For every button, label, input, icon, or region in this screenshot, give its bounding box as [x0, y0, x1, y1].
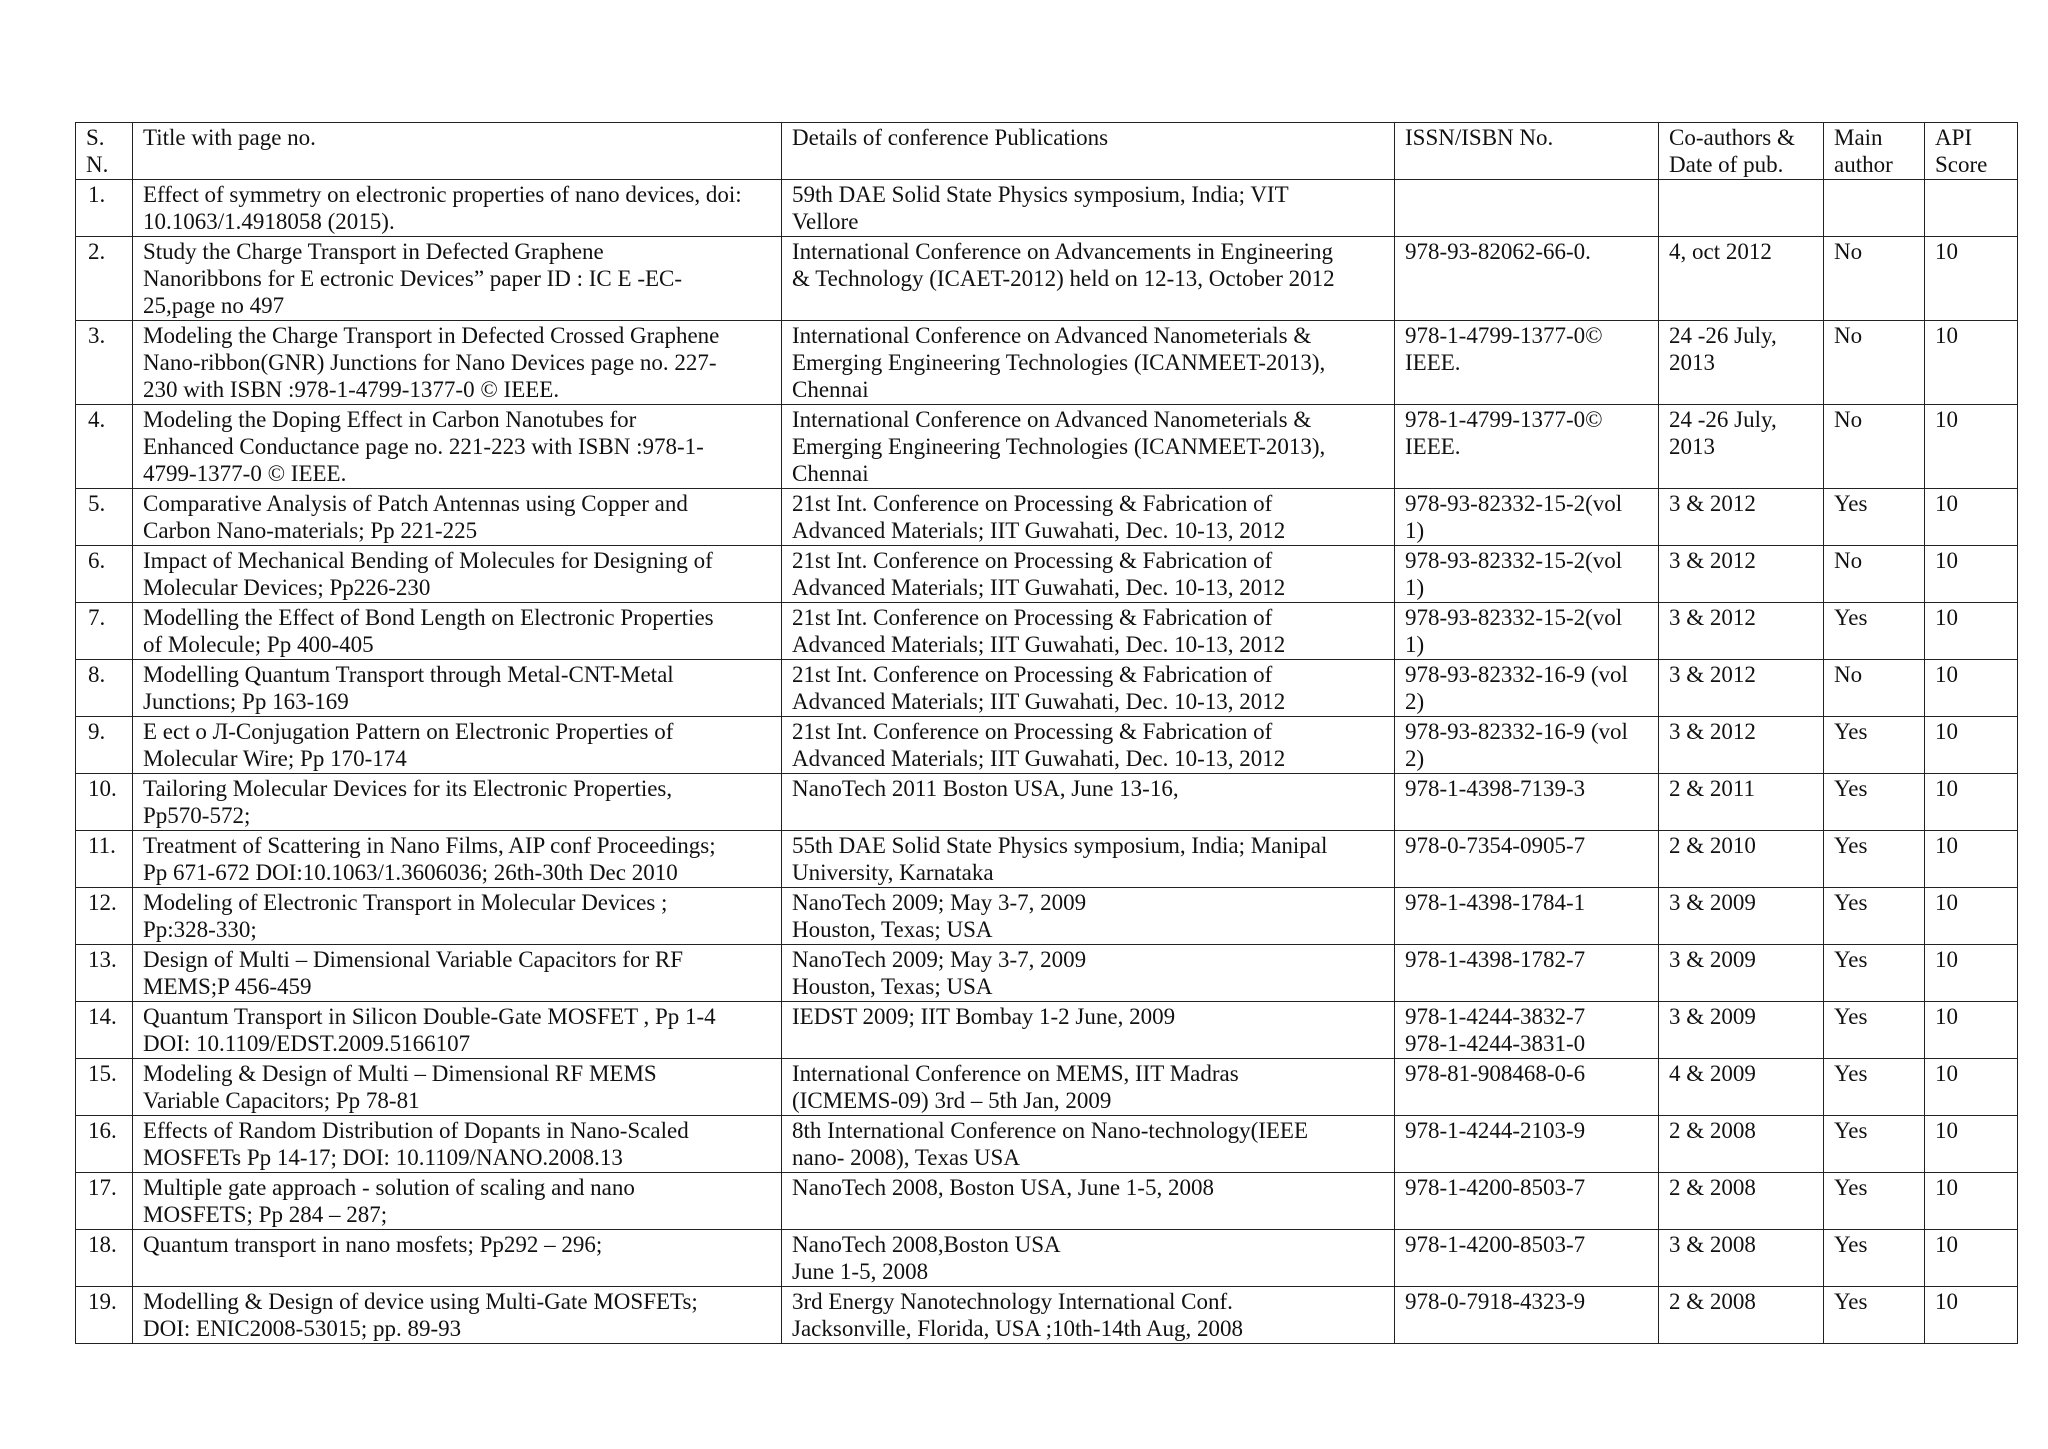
publications-table	[75, 122, 2018, 1344]
cell-coauthors-date: 2 & 2008	[1659, 1287, 1824, 1344]
table-row	[76, 945, 2018, 1002]
cell-api-score: 10	[1925, 945, 2018, 1002]
cell-api-score: 10	[1925, 405, 2018, 489]
cell-sn: 12.	[76, 888, 133, 945]
cell-details: 21st Int. Conference on Processing & Fabrication of Advanced Materials; IIT Guwahati, Dec. 10-13, 2012	[782, 660, 1395, 717]
cell-api-score: 10	[1925, 888, 2018, 945]
cell-api-score: 10	[1925, 831, 2018, 888]
cell-isbn: 978-1-4200-8503-7	[1395, 1230, 1659, 1287]
cell-details: NanoTech 2008, Boston USA, June 1-5, 2008	[782, 1173, 1395, 1230]
cell-main-author: Yes	[1824, 489, 1925, 546]
cell-sn: 1.	[76, 180, 133, 237]
cell-isbn: 978-1-4244-3832-7 978-1-4244-3831-0	[1395, 1002, 1659, 1059]
cell-api-score: 10	[1925, 237, 2018, 321]
cell-details: 21st Int. Conference on Processing & Fabrication of Advanced Materials; IIT Guwahati, Dec. 10-13, 2012	[782, 546, 1395, 603]
cell-isbn: 978-0-7354-0905-7	[1395, 831, 1659, 888]
cell-details: 59th DAE Solid State Physics symposium, India; VIT Vellore	[782, 180, 1395, 237]
cell-main-author: Yes	[1824, 1287, 1925, 1344]
cell-main-author: Yes	[1824, 1173, 1925, 1230]
table-row	[76, 1059, 2018, 1116]
table-row	[76, 888, 2018, 945]
cell-title: Comparative Analysis of Patch Antennas using Copper and Carbon Nano-materials; Pp 221-225	[133, 489, 782, 546]
cell-sn: 2.	[76, 237, 133, 321]
cell-main-author: No	[1824, 660, 1925, 717]
cell-isbn: 978-93-82332-15-2(vol 1)	[1395, 603, 1659, 660]
cell-title: Quantum transport in nano mosfets; Pp292 – 296;	[133, 1230, 782, 1287]
cell-details: NanoTech 2009; May 3-7, 2009 Houston, Texas; USA	[782, 945, 1395, 1002]
cell-coauthors-date: 3 & 2012	[1659, 489, 1824, 546]
cell-title: Quantum Transport in Silicon Double-Gate MOSFET , Pp 1-4 DOI: 10.1109/EDST.2009.5166107	[133, 1002, 782, 1059]
table-body	[76, 180, 2018, 1344]
cell-coauthors-date: 24 -26 July, 2013	[1659, 321, 1824, 405]
cell-details: IEDST 2009; IIT Bombay 1-2 June, 2009	[782, 1002, 1395, 1059]
table-row	[76, 1230, 2018, 1287]
cell-title: Modelling & Design of device using Multi-Gate MOSFETs; DOI: ENIC2008-53015; pp. 89-93	[133, 1287, 782, 1344]
cell-isbn: 978-1-4799-1377-0© IEEE.	[1395, 405, 1659, 489]
cell-sn: 7.	[76, 603, 133, 660]
cell-isbn: 978-0-7918-4323-9	[1395, 1287, 1659, 1344]
cell-isbn: 978-1-4799-1377-0© IEEE.	[1395, 321, 1659, 405]
cell-sn: 14.	[76, 1002, 133, 1059]
table-row	[76, 489, 2018, 546]
cell-details: 21st Int. Conference on Processing & Fabrication of Advanced Materials; IIT Guwahati, Dec. 10-13, 2012	[782, 603, 1395, 660]
cell-main-author: Yes	[1824, 945, 1925, 1002]
cell-main-author: Yes	[1824, 1059, 1925, 1116]
cell-main-author: Yes	[1824, 1002, 1925, 1059]
table-row	[76, 1116, 2018, 1173]
cell-main-author: Yes	[1824, 603, 1925, 660]
cell-title: Modeling & Design of Multi – Dimensional RF MEMS Variable Capacitors; Pp 78-81	[133, 1059, 782, 1116]
cell-details: 55th DAE Solid State Physics symposium, India; Manipal University, Karnataka	[782, 831, 1395, 888]
cell-coauthors-date: 2 & 2008	[1659, 1116, 1824, 1173]
table-row	[76, 774, 2018, 831]
cell-sn: 19.	[76, 1287, 133, 1344]
cell-title: Modelling the Effect of Bond Length on Electronic Properties of Molecule; Pp 400-405	[133, 603, 782, 660]
cell-api-score: 10	[1925, 717, 2018, 774]
cell-sn: 8.	[76, 660, 133, 717]
cell-api-score: 10	[1925, 489, 2018, 546]
cell-api-score: 10	[1925, 603, 2018, 660]
cell-coauthors-date: 3 & 2009	[1659, 888, 1824, 945]
cell-api-score: 10	[1925, 1059, 2018, 1116]
cell-isbn: 978-93-82332-15-2(vol 1)	[1395, 546, 1659, 603]
cell-title: Design of Multi – Dimensional Variable Capacitors for RF MEMS;P 456-459	[133, 945, 782, 1002]
cell-details: NanoTech 2008,Boston USA June 1-5, 2008	[782, 1230, 1395, 1287]
cell-isbn: 978-93-82332-16-9 (vol 2)	[1395, 660, 1659, 717]
table-row	[76, 1002, 2018, 1059]
cell-sn: 11.	[76, 831, 133, 888]
cell-isbn: 978-1-4398-1782-7	[1395, 945, 1659, 1002]
cell-main-author: Yes	[1824, 717, 1925, 774]
cell-title: Tailoring Molecular Devices for its Electronic Properties, Pp570-572;	[133, 774, 782, 831]
cell-details: NanoTech 2009; May 3-7, 2009 Houston, Texas; USA	[782, 888, 1395, 945]
cell-sn: 18.	[76, 1230, 133, 1287]
cell-isbn: 978-1-4244-2103-9	[1395, 1116, 1659, 1173]
cell-title: Modeling the Charge Transport in Defected Crossed Graphene Nano-ribbon(GNR) Junctions for Nano Devices page no. 227- 230 with ISBN :978-1-4799-1377-0 © IEEE.	[133, 321, 782, 405]
cell-details: NanoTech 2011 Boston USA, June 13-16,	[782, 774, 1395, 831]
cell-coauthors-date: 3 & 2012	[1659, 603, 1824, 660]
cell-sn: 16.	[76, 1116, 133, 1173]
cell-coauthors-date: 3 & 2009	[1659, 1002, 1824, 1059]
cell-coauthors-date: 4, oct 2012	[1659, 237, 1824, 321]
cell-title: Treatment of Scattering in Nano Films, AIP conf Proceedings; Pp 671-672 DOI:10.1063/1.3606036; 26th-30th Dec 2010	[133, 831, 782, 888]
cell-details: International Conference on Advanced Nanometerials & Emerging Engineering Technologies (ICANMEET-2013), Chennai	[782, 321, 1395, 405]
cell-api-score: 10	[1925, 1002, 2018, 1059]
cell-sn: 5.	[76, 489, 133, 546]
table-row	[76, 1287, 2018, 1344]
cell-coauthors-date: 3 & 2012	[1659, 660, 1824, 717]
cell-api-score: 10	[1925, 774, 2018, 831]
cell-title: E ect o Л-Conjugation Pattern on Electronic Properties of Molecular Wire; Pp 170-174	[133, 717, 782, 774]
cell-isbn: 978-1-4200-8503-7	[1395, 1173, 1659, 1230]
cell-sn: 4.	[76, 405, 133, 489]
cell-isbn: 978-93-82332-15-2(vol 1)	[1395, 489, 1659, 546]
header-isbn: ISSN/ISBN No.	[1395, 123, 1659, 180]
header-details: Details of conference Publications	[782, 123, 1395, 180]
header-main-author: Main author	[1824, 123, 1925, 180]
cell-sn: 17.	[76, 1173, 133, 1230]
cell-title: Modelling Quantum Transport through Metal-CNT-Metal Junctions; Pp 163-169	[133, 660, 782, 717]
cell-main-author	[1824, 180, 1925, 237]
table-row	[76, 546, 2018, 603]
table-row	[76, 660, 2018, 717]
cell-details: 8th International Conference on Nano-technology(IEEE nano- 2008), Texas USA	[782, 1116, 1395, 1173]
table-row	[76, 180, 2018, 237]
table-row	[76, 405, 2018, 489]
cell-api-score: 10	[1925, 321, 2018, 405]
cell-details: International Conference on Advanced Nanometerials & Emerging Engineering Technologies (ICANMEET-2013), Chennai	[782, 405, 1395, 489]
cell-title: Multiple gate approach - solution of scaling and nano MOSFETS; Pp 284 – 287;	[133, 1173, 782, 1230]
cell-main-author: No	[1824, 237, 1925, 321]
cell-isbn: 978-1-4398-7139-3	[1395, 774, 1659, 831]
cell-coauthors-date: 3 & 2012	[1659, 546, 1824, 603]
cell-isbn: 978-81-908468-0-6	[1395, 1059, 1659, 1116]
cell-api-score: 10	[1925, 1230, 2018, 1287]
cell-api-score	[1925, 180, 2018, 237]
table-row	[76, 717, 2018, 774]
header-sn: S. N.	[76, 123, 133, 180]
cell-details: International Conference on Advancements in Engineering & Technology (ICAET-2012) held on 12-13, October 2012	[782, 237, 1395, 321]
cell-coauthors-date: 3 & 2008	[1659, 1230, 1824, 1287]
cell-main-author: Yes	[1824, 1230, 1925, 1287]
cell-details: International Conference on MEMS, IIT Madras (ICMEMS-09) 3rd – 5th Jan, 2009	[782, 1059, 1395, 1116]
header-coauthors: Co-authors & Date of pub.	[1659, 123, 1824, 180]
cell-isbn: 978-93-82062-66-0.	[1395, 237, 1659, 321]
table-row	[76, 831, 2018, 888]
cell-title: Modeling the Doping Effect in Carbon Nanotubes for Enhanced Conductance page no. 221-223 with ISBN :978-1- 4799-1377-0 © IEEE.	[133, 405, 782, 489]
cell-isbn: 978-1-4398-1784-1	[1395, 888, 1659, 945]
cell-coauthors-date: 3 & 2012	[1659, 717, 1824, 774]
cell-main-author: No	[1824, 405, 1925, 489]
cell-main-author: No	[1824, 546, 1925, 603]
cell-coauthors-date: 2 & 2008	[1659, 1173, 1824, 1230]
cell-sn: 13.	[76, 945, 133, 1002]
table-row	[76, 603, 2018, 660]
cell-details: 21st Int. Conference on Processing & Fabrication of Advanced Materials; IIT Guwahati, Dec. 10-13, 2012	[782, 489, 1395, 546]
cell-api-score: 10	[1925, 1173, 2018, 1230]
cell-sn: 3.	[76, 321, 133, 405]
cell-coauthors-date: 2 & 2010	[1659, 831, 1824, 888]
cell-sn: 10.	[76, 774, 133, 831]
table-row	[76, 1173, 2018, 1230]
cell-title: Modeling of Electronic Transport in Molecular Devices ; Pp:328-330;	[133, 888, 782, 945]
cell-main-author: Yes	[1824, 888, 1925, 945]
cell-sn: 6.	[76, 546, 133, 603]
cell-main-author: Yes	[1824, 1116, 1925, 1173]
cell-api-score: 10	[1925, 1287, 2018, 1344]
cell-coauthors-date: 2 & 2011	[1659, 774, 1824, 831]
cell-isbn	[1395, 180, 1659, 237]
cell-title: Effects of Random Distribution of Dopants in Nano-Scaled MOSFETs Pp 14-17; DOI: 10.1109/NANO.2008.13	[133, 1116, 782, 1173]
cell-coauthors-date: 24 -26 July, 2013	[1659, 405, 1824, 489]
cell-api-score: 10	[1925, 1116, 2018, 1173]
cell-details: 21st Int. Conference on Processing & Fabrication of Advanced Materials; IIT Guwahati, Dec. 10-13, 2012	[782, 717, 1395, 774]
cell-api-score: 10	[1925, 546, 2018, 603]
header-api-score: API Score	[1925, 123, 2018, 180]
cell-coauthors-date: 3 & 2009	[1659, 945, 1824, 1002]
table-row	[76, 237, 2018, 321]
cell-main-author: Yes	[1824, 831, 1925, 888]
cell-coauthors-date	[1659, 180, 1824, 237]
cell-details: 3rd Energy Nanotechnology International Conf. Jacksonville, Florida, USA ;10th-14th Aug, 2008	[782, 1287, 1395, 1344]
cell-sn: 15.	[76, 1059, 133, 1116]
cell-main-author: Yes	[1824, 774, 1925, 831]
cell-main-author: No	[1824, 321, 1925, 405]
cell-isbn: 978-93-82332-16-9 (vol 2)	[1395, 717, 1659, 774]
header-title: Title with page no.	[133, 123, 782, 180]
table-row	[76, 321, 2018, 405]
cell-api-score: 10	[1925, 660, 2018, 717]
header-row	[76, 123, 2018, 180]
cell-title: Study the Charge Transport in Defected Graphene Nanoribbons for E ectronic Devices” paper ID : IC E -EC- 25,page no 497	[133, 237, 782, 321]
cell-title: Impact of Mechanical Bending of Molecules for Designing of Molecular Devices; Pp226-230	[133, 546, 782, 603]
cell-coauthors-date: 4 & 2009	[1659, 1059, 1824, 1116]
cell-sn: 9.	[76, 717, 133, 774]
cell-title: Effect of symmetry on electronic properties of nano devices, doi: 10.1063/1.4918058 (2015).	[133, 180, 782, 237]
